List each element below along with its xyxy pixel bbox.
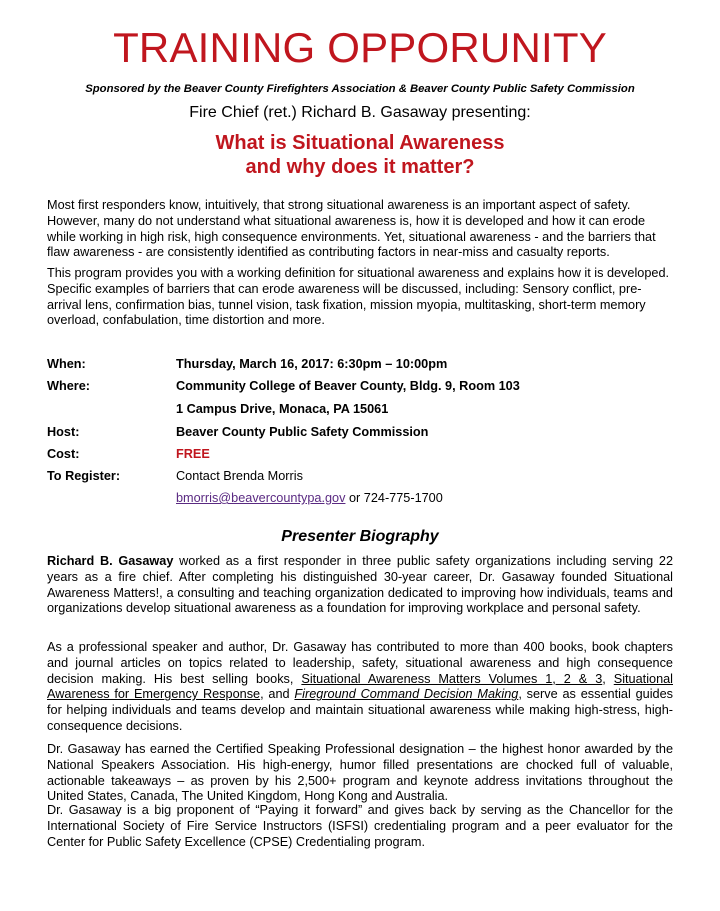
bio-paragraph-3: Dr. Gasaway has earned the Certified Speaking Professional designation – the highest honor awarded by the National Speakers Association. His high-energy, humor filled presentations are chocked full of valuable, actionable takeaways – as proven by his 2,500+ program and keynote address invitations throughout the United States, Canada, The United Kingdom, Hong Kong and Australia. bbox=[47, 742, 673, 804]
book-title-3: Fireground Command Decision Making bbox=[294, 687, 519, 702]
book-title-1: Situational Awareness Matters Volumes 1, 2 & 3 bbox=[301, 671, 603, 686]
bio-paragraph-1 bbox=[47, 554, 673, 617]
bio-paragraph-1-text: worked as a first responder in three public safety organizations including serving 22 years as a fire chief. After completing his distinguished 30-year career, Dr. Gasaway founded Situational Awareness Matters!, a consulting and teaching organization dedicated to improving how individuals, teams and organizations develop situational awareness as a foundation for improving workplace and personal safety. bbox=[47, 554, 673, 616]
intro-paragraph-2: This program provides you with a working definition for situational awareness and explains how it is developed. Specific examples of barriers that can erode awareness will be discussed, including: Sensory conflict, pre-arrival lens, confirmation bias, tunnel vision, task fixation, mission myopia, multitasking, short-term memory overload, confabulation, time distortion and more. bbox=[47, 266, 670, 328]
where-address: 1 Campus Drive, Monaca, PA 15061 bbox=[176, 402, 389, 416]
session-title-line-2: and why does it matter? bbox=[245, 156, 475, 178]
host-label: Host: bbox=[47, 425, 80, 439]
bio-paragraph-4: Dr. Gasaway is a big proponent of “Paying it forward” and gives back by serving as the Chancellor for the International Society of Fire Service Instructors (ISFSI) credentialing program and a peer evaluator for the Center for Public Safety Excellence (CPSE) Credentialing program. bbox=[47, 803, 673, 849]
detail-row-when bbox=[47, 357, 675, 375]
book-title-2: Situational Awareness for Emergency Response bbox=[47, 671, 673, 702]
host-value: Beaver County Public Safety Commission bbox=[176, 425, 429, 439]
register-contact bbox=[176, 491, 443, 505]
detail-row-contact bbox=[47, 491, 675, 509]
when-value: Thursday, March 16, 2017: 6:30pm – 10:00pm bbox=[176, 357, 448, 371]
cost-value: FREE bbox=[176, 447, 210, 461]
cost-label: Cost: bbox=[47, 447, 80, 461]
detail-row-where bbox=[47, 379, 675, 397]
book-separator-1: , bbox=[602, 671, 614, 686]
intro-paragraph-1: Most first responders know, intuitively, that strong situational awareness is an important aspect of safety. However, many do not understand what situational awareness is, how it is developed and how it can erode while working in high risk, high consequence environments. Yet, situational awareness - and the barriers that flaw awareness - are consistently identified as contributing factors in near-miss and casualty reports. bbox=[47, 198, 656, 260]
register-label: To Register: bbox=[47, 469, 121, 483]
where-value: Community College of Beaver County, Bldg. 9, Room 103 bbox=[176, 379, 520, 393]
book-separator-2: , and bbox=[260, 687, 295, 702]
detail-row-cost bbox=[47, 447, 675, 465]
register-email-link[interactable]: bmorris@beavercountypa.gov bbox=[176, 491, 346, 505]
session-title bbox=[0, 131, 720, 179]
bio-paragraph-2 bbox=[47, 640, 673, 735]
sponsor-line: Sponsored by the Beaver County Firefighters Association & Beaver County Public Safety Commission bbox=[85, 83, 635, 95]
register-phone: or 724-775-1700 bbox=[345, 491, 443, 505]
bio-name: Richard B. Gasaway bbox=[47, 554, 174, 568]
session-title-line-1: What is Situational Awareness bbox=[215, 132, 505, 154]
bio-heading: Presenter Biography bbox=[281, 528, 439, 545]
detail-row-address bbox=[47, 402, 675, 420]
when-label: When: bbox=[47, 357, 86, 371]
presenter-line: Fire Chief (ret.) Richard B. Gasaway presenting: bbox=[189, 104, 531, 121]
bio-paragraph-2-intro: As a professional speaker and author, Dr. Gasaway has contributed to more than 400 books, book chapters and journal articles on topics related to leadership, safety, situational awareness and high consequence decision making. His best selling books, bbox=[47, 640, 673, 686]
where-label: Where: bbox=[47, 379, 90, 393]
register-value: Contact Brenda Morris bbox=[176, 469, 303, 483]
detail-row-host bbox=[47, 425, 675, 443]
detail-row-register bbox=[47, 469, 675, 487]
bio-paragraph-2-outro: , serve as essential guides for helping individuals and teams develop and maintain situational awareness while making high-stress, high-consequence decisions. bbox=[47, 687, 673, 733]
page-title: TRAINING OPPORUNITY bbox=[113, 24, 607, 71]
